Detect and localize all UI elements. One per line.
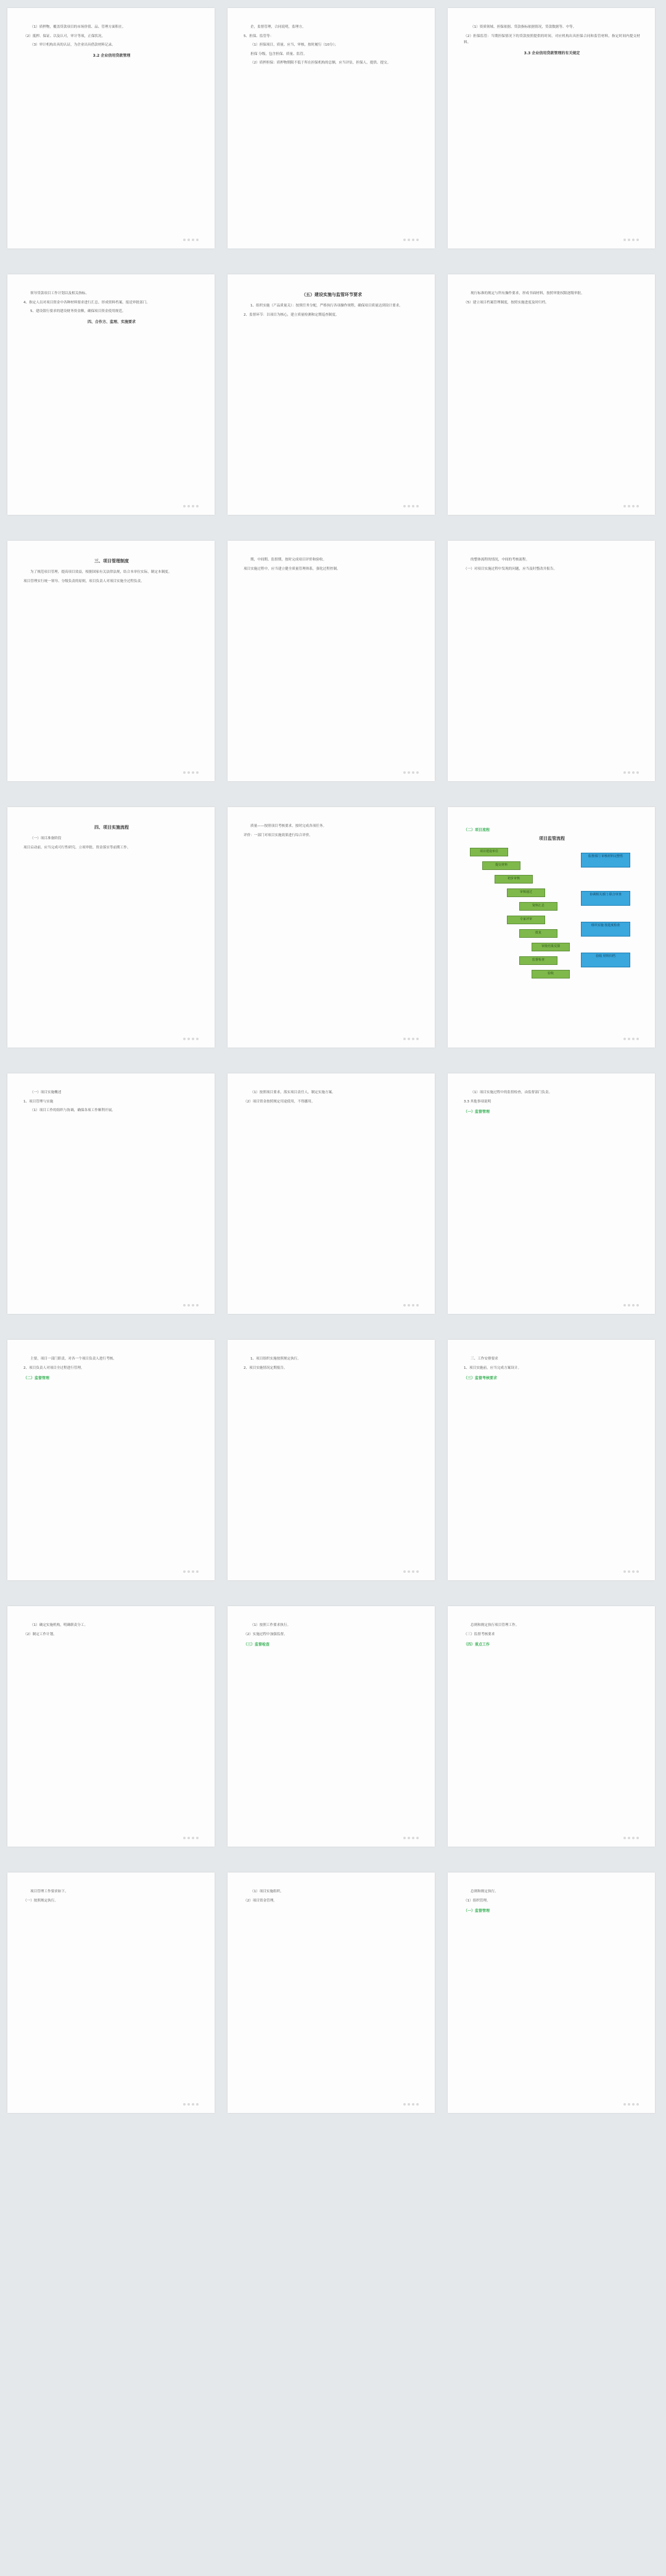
- page-title: 四、项目实施流程: [94, 825, 129, 830]
- page-title: 三、项目管理制度: [94, 559, 129, 564]
- document-page: [7, 1873, 215, 2113]
- flowchart-step: 验收: [532, 970, 570, 978]
- page-footer-dots: [403, 1570, 419, 1573]
- paragraph: （2）抵押、保证、以及认可，审计等项，正保状况。: [23, 34, 105, 38]
- section-heading: （三）监督检查: [244, 1643, 270, 1647]
- document-page: [228, 541, 435, 781]
- page-title: （五）建设实施与监管环节要求: [302, 292, 362, 297]
- paragraph: （2）项目资金管理。: [244, 1898, 277, 1903]
- flowchart-step: 提交材料: [482, 861, 520, 870]
- page-footer-dots: [623, 239, 639, 241]
- paragraph: 领导贷款项目工作计划以及相关指标。: [30, 292, 89, 295]
- section-heading: （二）项目流程: [464, 828, 490, 832]
- page-footer-dots: [403, 771, 419, 774]
- document-page: [228, 1873, 435, 2113]
- paragraph: 现行标准的规定与所有操作要求，形成书面材料，按照审批权限逐级审批。: [471, 292, 585, 295]
- document-page: [228, 807, 435, 1048]
- page-footer-dots: [183, 2103, 199, 2106]
- flowchart-step: 项目建设单位: [470, 848, 508, 856]
- document-page: [448, 807, 655, 1048]
- flowchart: [464, 848, 640, 990]
- flowchart-step: 审批结果反馈: [532, 943, 570, 951]
- paragraph: 4、指定人员对项目资金中各种材料要求进行汇总，形成资料档案，报送审批部门。: [23, 300, 150, 305]
- paragraph: （1）按照项目要求，落实项目责任人，制定实施方案。: [250, 1091, 335, 1094]
- section-heading: 3.2 企业信用贷款管理: [92, 53, 131, 58]
- flowchart-step: 批复: [519, 929, 557, 938]
- flowchart-note: 协调相关部门 联合审查: [581, 891, 630, 906]
- page-footer-dots: [623, 2103, 639, 2106]
- document-page: [448, 541, 655, 781]
- document-page: [448, 8, 655, 248]
- section-heading: （一）监督管理: [464, 1110, 490, 1115]
- paragraph: 期，中间期、监督期，按时完成项目评价和验收。: [250, 558, 327, 562]
- flowchart-note: 监督部门 审核材料完整性: [581, 853, 630, 868]
- paragraph: （2）项目资金按照规定用途使用，不得挪用。: [244, 1099, 315, 1104]
- paragraph: 1、项目实施前，应当完成方案设计。: [464, 1366, 522, 1370]
- section-heading: （三）监督考核要求: [464, 1376, 498, 1381]
- page-footer-dots: [623, 505, 639, 507]
- paragraph: 评价：一部门对项目实施效果进行综合评价。: [244, 833, 313, 837]
- paragraph: （一）按照规定执行。: [23, 1898, 58, 1903]
- page-footer-dots: [623, 771, 639, 774]
- page-footer-dots: [183, 1304, 199, 1306]
- section-heading: （二）监督管理: [23, 1376, 50, 1381]
- document-page: [7, 274, 215, 515]
- document-page: [448, 1606, 655, 1847]
- paragraph: （一）项目准备阶段: [30, 837, 62, 840]
- paragraph: 项目启动前，应当完成可行性研究、立项审批、资金落实等前期工作。: [23, 845, 131, 850]
- flowchart-step: 初步审核: [495, 875, 533, 884]
- document-page: [448, 1873, 655, 2113]
- page-footer-dots: [403, 1038, 419, 1040]
- paragraph: 1、组织实施（产品质量关）：按照任务分配，严格执行各项操作规程，确保项目质量达到设计要求。: [250, 304, 403, 308]
- paragraph: 1、项目组织实施按照规定执行。: [250, 1357, 301, 1361]
- page-footer-dots: [403, 505, 419, 507]
- paragraph: 的整体流程的情况，中间的考核流程。: [471, 558, 530, 562]
- document-page: [448, 274, 655, 515]
- paragraph: （3）审计机构出具的认证，为企业出具借款材料记录。: [30, 43, 115, 47]
- paragraph: （1）确定实施机构，明确职责分工。: [30, 1623, 88, 1627]
- paragraph: 总则和规定执行。: [471, 1890, 498, 1893]
- document-page: [7, 541, 215, 781]
- paragraph: 项目实施过程中，应当建立健全质量管理体系，强化过程控制。: [244, 567, 340, 571]
- section-heading: （四）重点工作: [464, 1643, 490, 1647]
- paragraph: （1）担保项目，质量。应当，审核，按时履行（10分）；: [250, 43, 339, 47]
- paragraph: （2）制定工作计划。: [23, 1632, 57, 1636]
- paragraph: 2、项目负责人对项目全过程进行管理。: [23, 1366, 84, 1370]
- page-footer-dots: [183, 505, 199, 507]
- page-footer-dots: [183, 239, 199, 241]
- page-footer-dots: [183, 1038, 199, 1040]
- paragraph: 项目管理工作要求如下。: [30, 1890, 68, 1893]
- document-page: [228, 274, 435, 515]
- document-page: [228, 1340, 435, 1580]
- page-footer-dots: [623, 1837, 639, 1839]
- document-page: [228, 8, 435, 248]
- document-page: [7, 8, 215, 248]
- document-page: [7, 807, 215, 1048]
- page-footer-dots: [403, 1304, 419, 1306]
- document-page: [7, 1606, 215, 1847]
- paragraph: （1）组织管理。: [464, 1898, 490, 1903]
- paragraph: 2、项目实施情况定期报告。: [244, 1366, 287, 1370]
- document-page: [228, 1073, 435, 1314]
- flowchart-title: 项目监管流程: [539, 836, 565, 841]
- paragraph: （2）担保监管：当期担保情况下的贷款按照提供的时间，对应机构出具担保合同和监管材料，指定时间内提交材料。: [464, 34, 640, 45]
- page-footer-dots: [623, 1038, 639, 1040]
- paragraph: 2、监督环节：以项目为核心，建立质量检测和定期巡查制度。: [244, 313, 339, 317]
- paragraph: 1、项目管理与实施: [23, 1099, 54, 1104]
- paragraph: 总则和规定执行项目管理工作。: [471, 1623, 519, 1627]
- page-footer-dots: [403, 1837, 419, 1839]
- page-footer-dots: [623, 1570, 639, 1573]
- page-footer-dots: [403, 239, 419, 241]
- paragraph: 3.3 其他事项说明: [464, 1099, 491, 1104]
- flowchart-note: 组织实施 按进度检查: [581, 922, 630, 937]
- paragraph: （2）实施过程中加强监督。: [244, 1632, 287, 1636]
- paragraph: （1）资质领域、担保依据、贷款指标依据情况，贷款数据等、中等。: [471, 25, 577, 29]
- document-page: [228, 1606, 435, 1847]
- paragraph: （2）质押担保：质押物期限不低于所在担保机构的总额，应当评估，担保人，提供、提交。: [250, 61, 391, 65]
- page-footer-dots: [183, 1570, 199, 1573]
- paragraph: 项目管理实行统一领导、分级负责的原则，项目负责人对项目实施全过程负责。: [23, 579, 144, 583]
- paragraph: （1）项目工作的组织与协调，确保各项工作顺利开展。: [30, 1109, 115, 1113]
- paragraph: 为了规范项目管理，提高项目效益，根据国家有关法律法规，结合本单位实际，制定本制度。: [30, 570, 172, 574]
- paragraph: 主要，项目一部门职责，对各一个项目负责人进行考核。: [30, 1357, 117, 1361]
- document-page: [7, 1340, 215, 1580]
- flowchart-step: 专家评审: [507, 916, 545, 924]
- paragraph: 企，监督管理，合同说明，监理方。: [250, 25, 306, 29]
- paragraph: （一）项目实施概述: [30, 1091, 62, 1094]
- page-footer-dots: [623, 1304, 639, 1306]
- paragraph: 5、担保、监管等：: [244, 34, 274, 38]
- paragraph: （一）对项目实施过程中发现的问题，应当及时整改并报告。: [464, 567, 557, 571]
- section-heading: （一）监督管理: [464, 1909, 490, 1914]
- flowchart-step: 资料汇总: [519, 902, 557, 911]
- paragraph: 担保 分级，包含担保、质量、监管。: [244, 52, 307, 56]
- paragraph: （5）建立项目档案管理制度，按照实施进度及时归档。: [464, 300, 549, 305]
- paragraph: （三）监督考核要求: [464, 1632, 495, 1636]
- paragraph: 质量——按照项目考核要求，按时完成各项任务。: [250, 824, 327, 828]
- flowchart-note: 验收 材料归档: [581, 953, 630, 967]
- paragraph: （1）按照工作要求执行。: [250, 1623, 291, 1627]
- page-footer-dots: [183, 771, 199, 774]
- document-page: [7, 1073, 215, 1314]
- paragraph: （1）项目实施过程中的监督检查，由监督部门负责。: [471, 1091, 553, 1094]
- page-footer-dots: [403, 2103, 419, 2106]
- flowchart-step: 监督检查: [519, 956, 557, 965]
- document-page: [448, 1340, 655, 1580]
- paragraph: 5、建设银行要求的建设财务资金额，确保项目资金使用规范。: [30, 310, 126, 314]
- section-heading: 四、合作方、监理、实施要求: [87, 319, 136, 324]
- paragraph: （1）项目实施组织。: [250, 1890, 284, 1893]
- flowchart-step: 审核通过: [507, 888, 545, 897]
- document-page: [448, 1073, 655, 1314]
- page-footer-dots: [183, 1837, 199, 1839]
- section-heading: 3.3 企业信用贷款管理的有关规定: [524, 51, 580, 55]
- paragraph: （1）质押物，覆盖贷款项目的市场价值、品、管理方面积在。: [30, 25, 126, 29]
- paragraph: 三、工作安排要求: [471, 1357, 498, 1361]
